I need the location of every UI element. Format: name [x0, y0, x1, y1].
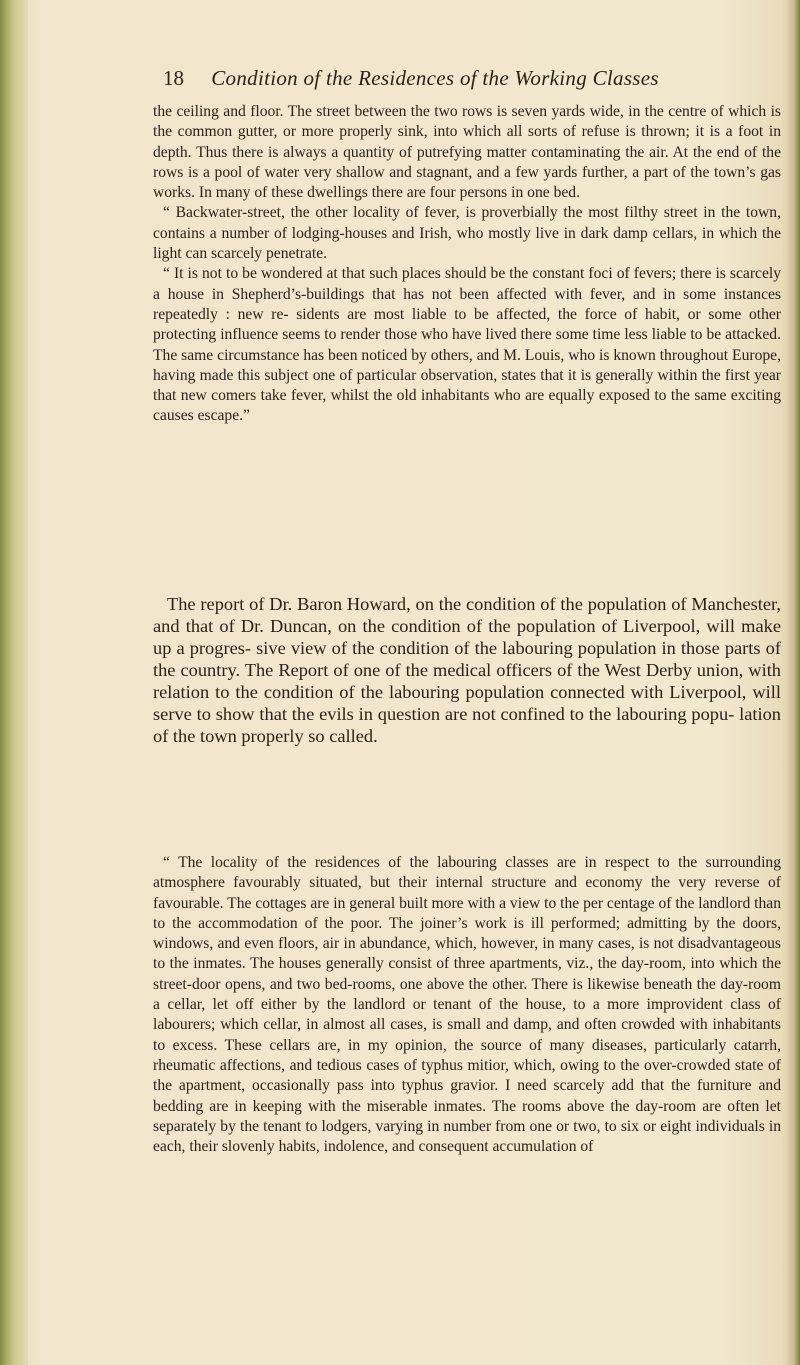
- paragraph-report-howard-duncan: The report of Dr. Baron Howard, on the condition of the population of Manchester, and that of Dr. Duncan, on the condition of the population of Liverpool, will make up a progres- sive view of the condition of the labouring population in those parts of the country. The Report of one of the medical officers of the West Derby union, with relation to the condition of the labouring population connected with Liverpool, will serve to show that the evils in question are not confined to the labouring popu- lation of the town properly so called.: [153, 594, 781, 746]
- paragraph-backwater-street: “ Backwater-street, the other locality of fever, is proverbially the most filthy street in the town, contains a number of lodging-houses and Irish, who mostly live in dark damp cellars, in which the light can scarcely penetrate.: [153, 204, 781, 263]
- page-header: [163, 66, 723, 96]
- book-binding-edge: [0, 0, 28, 1365]
- paragraph-ceiling-floor: the ceiling and floor. The street between the two rows is seven yards wide, in the centre of which is the common gutter, or more properly sink, into which all sorts of refuse is thrown; it is a foot in depth. Thus there is always a quantity of putrefying matter contaminating the air. At the end of the rows is a pool of water very shallow and stagnant, and a few yards further, a part of the town’s gas works. In many of these dwellings there are four persons in one bed.: [153, 103, 781, 202]
- page-number: 18: [163, 66, 184, 90]
- paragraph-locality-residences: “ The locality of the residences of the labouring classes are in respect to the surrounding atmosphere favourably situated, but their internal structure and economy the very reverse of favourable. The cottages are in general built more with a view to the per centage of the landlord than to the accommodation of the poor. The joiner’s work is ill performed; admitting by the doors, windows, and even floors, air in abundance, which, however, in many cases, is not disadvantageous to the inmates. The houses generally consist of three apartments, viz., the day-room, into which the street-door opens, and two bed-rooms, one above the other. There is likewise beneath the day-room a cellar, let off either by the landlord or tenant of the house, to a more improvident class of labourers; which cellar, in almost all cases, is small and damp, and often crowded with inhabitants to excess. These cellars are, in my opinion, the source of many diseases, particularly catarrh, rheumatic affections, and tedious cases of typhus mitior, which, owing to the over-crowded state of the apartment, occasionally pass into typhus gravior. I need scarcely add that the furniture and bedding are in keeping with the miserable inmates. The rooms above the day-room are often let separately by the tenant to lodgers, varying in number from one or two, to six or eight individuals in each, their slovenly habits, indolence, and consequent accumulation of: [153, 854, 781, 1156]
- page-right-edge: [786, 0, 800, 1365]
- paragraph-fever-foci: “ It is not to be wondered at that such places should be the constant foci of fevers; there is scarcely a house in Shepherd’s-buildings that has not been affected with fever, and in some instances repeatedly : new re- sidents are most liable to be affected, the force of habit, or some other protecting influence seems to render those who have lived there some time less liable to be attacked. The same circumstance has been noticed by others, and M. Louis, who is known throughout Europe, having made this subject one of particular observation, states that it is generally within the first year that new comers take fever, whilst the old inhabitants who are equally exposed to the same exciting causes escape.”: [153, 265, 781, 425]
- body-text-top: [153, 102, 781, 427]
- body-text-quote: [153, 853, 781, 1157]
- body-text-report: [153, 593, 781, 747]
- running-title: Condition of the Residences of the Working Classes: [211, 66, 659, 90]
